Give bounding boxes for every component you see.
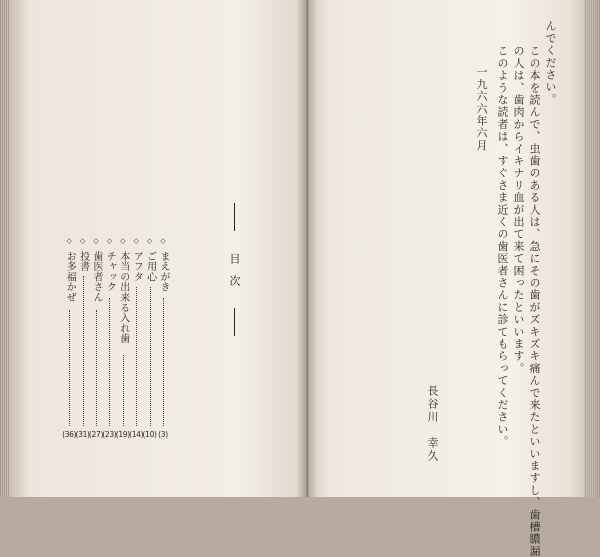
toc-leader-dots [109, 298, 110, 426]
toc-leader-dots [123, 355, 124, 426]
toc-entry-title: 歯医者さん [91, 251, 102, 303]
preface-line-3: の人は、歯肉からイキナリ血が出て来て困ったといいます。 [512, 45, 525, 375]
toc-leader-dots [83, 276, 84, 426]
diamond-icon: ◇ [145, 237, 154, 247]
toc-entry-page: (10) [142, 430, 157, 439]
preface-line-1: んでください。 [544, 20, 557, 106]
diamond-icon: ◇ [65, 237, 74, 247]
toc-heading [229, 203, 240, 336]
toc-leader-dots [150, 287, 151, 426]
page-edge-right [584, 0, 600, 497]
diamond-icon: ◇ [92, 237, 100, 247]
toc-entry-title: 本当の出来る入れ歯 [117, 251, 129, 344]
toc-heading-text: 目 次 [228, 253, 241, 286]
toc-entry-page: (14) [129, 430, 144, 439]
toc-entry-title: 投書 [77, 251, 89, 272]
preface-line-2: この本を読んで、虫歯のある人は、急にその歯がズキズキ痛んで来たといいますし、歯槽膿漏 [528, 45, 541, 557]
toc-entry-page: (3) [158, 430, 168, 439]
preface-date: 一九六六年六月 [475, 66, 488, 152]
heading-rule-top [234, 203, 235, 231]
diamond-icon: ◇ [105, 237, 114, 247]
toc-entry-page: (19) [115, 430, 130, 439]
toc-leader-dots [163, 298, 164, 426]
toc-entry-page: (36) [62, 430, 77, 439]
toc-leader-dots [96, 310, 97, 427]
toc-leader-dots [69, 310, 70, 427]
preface-line-4: このような読者は、すぐさま近くの歯医者さんに診てもらってください。 [496, 45, 509, 448]
diamond-icon: ◇ [118, 237, 127, 247]
toc-entry-title: お多福かぜ [64, 251, 76, 303]
diamond-icon: ◇ [78, 237, 87, 247]
toc-entry-page: (27) [88, 430, 104, 439]
toc-entry-page: (31) [75, 430, 90, 439]
heading-rule-bottom [234, 308, 235, 336]
diamond-icon: ◇ [159, 237, 167, 247]
toc-entry-title: アフタ [131, 251, 143, 282]
toc-entry-title: ご用心 [144, 251, 156, 282]
toc-leader-dots [136, 287, 137, 426]
toc-entry-page: (23) [102, 430, 117, 439]
toc-entry-title: まえがき [158, 251, 169, 293]
diamond-icon: ◇ [132, 237, 141, 247]
preface-author: 長谷川 幸久 [426, 385, 439, 463]
book-gutter [296, 0, 318, 497]
page-edge-left [0, 0, 10, 497]
toc-entry-title: チャック [104, 251, 116, 293]
